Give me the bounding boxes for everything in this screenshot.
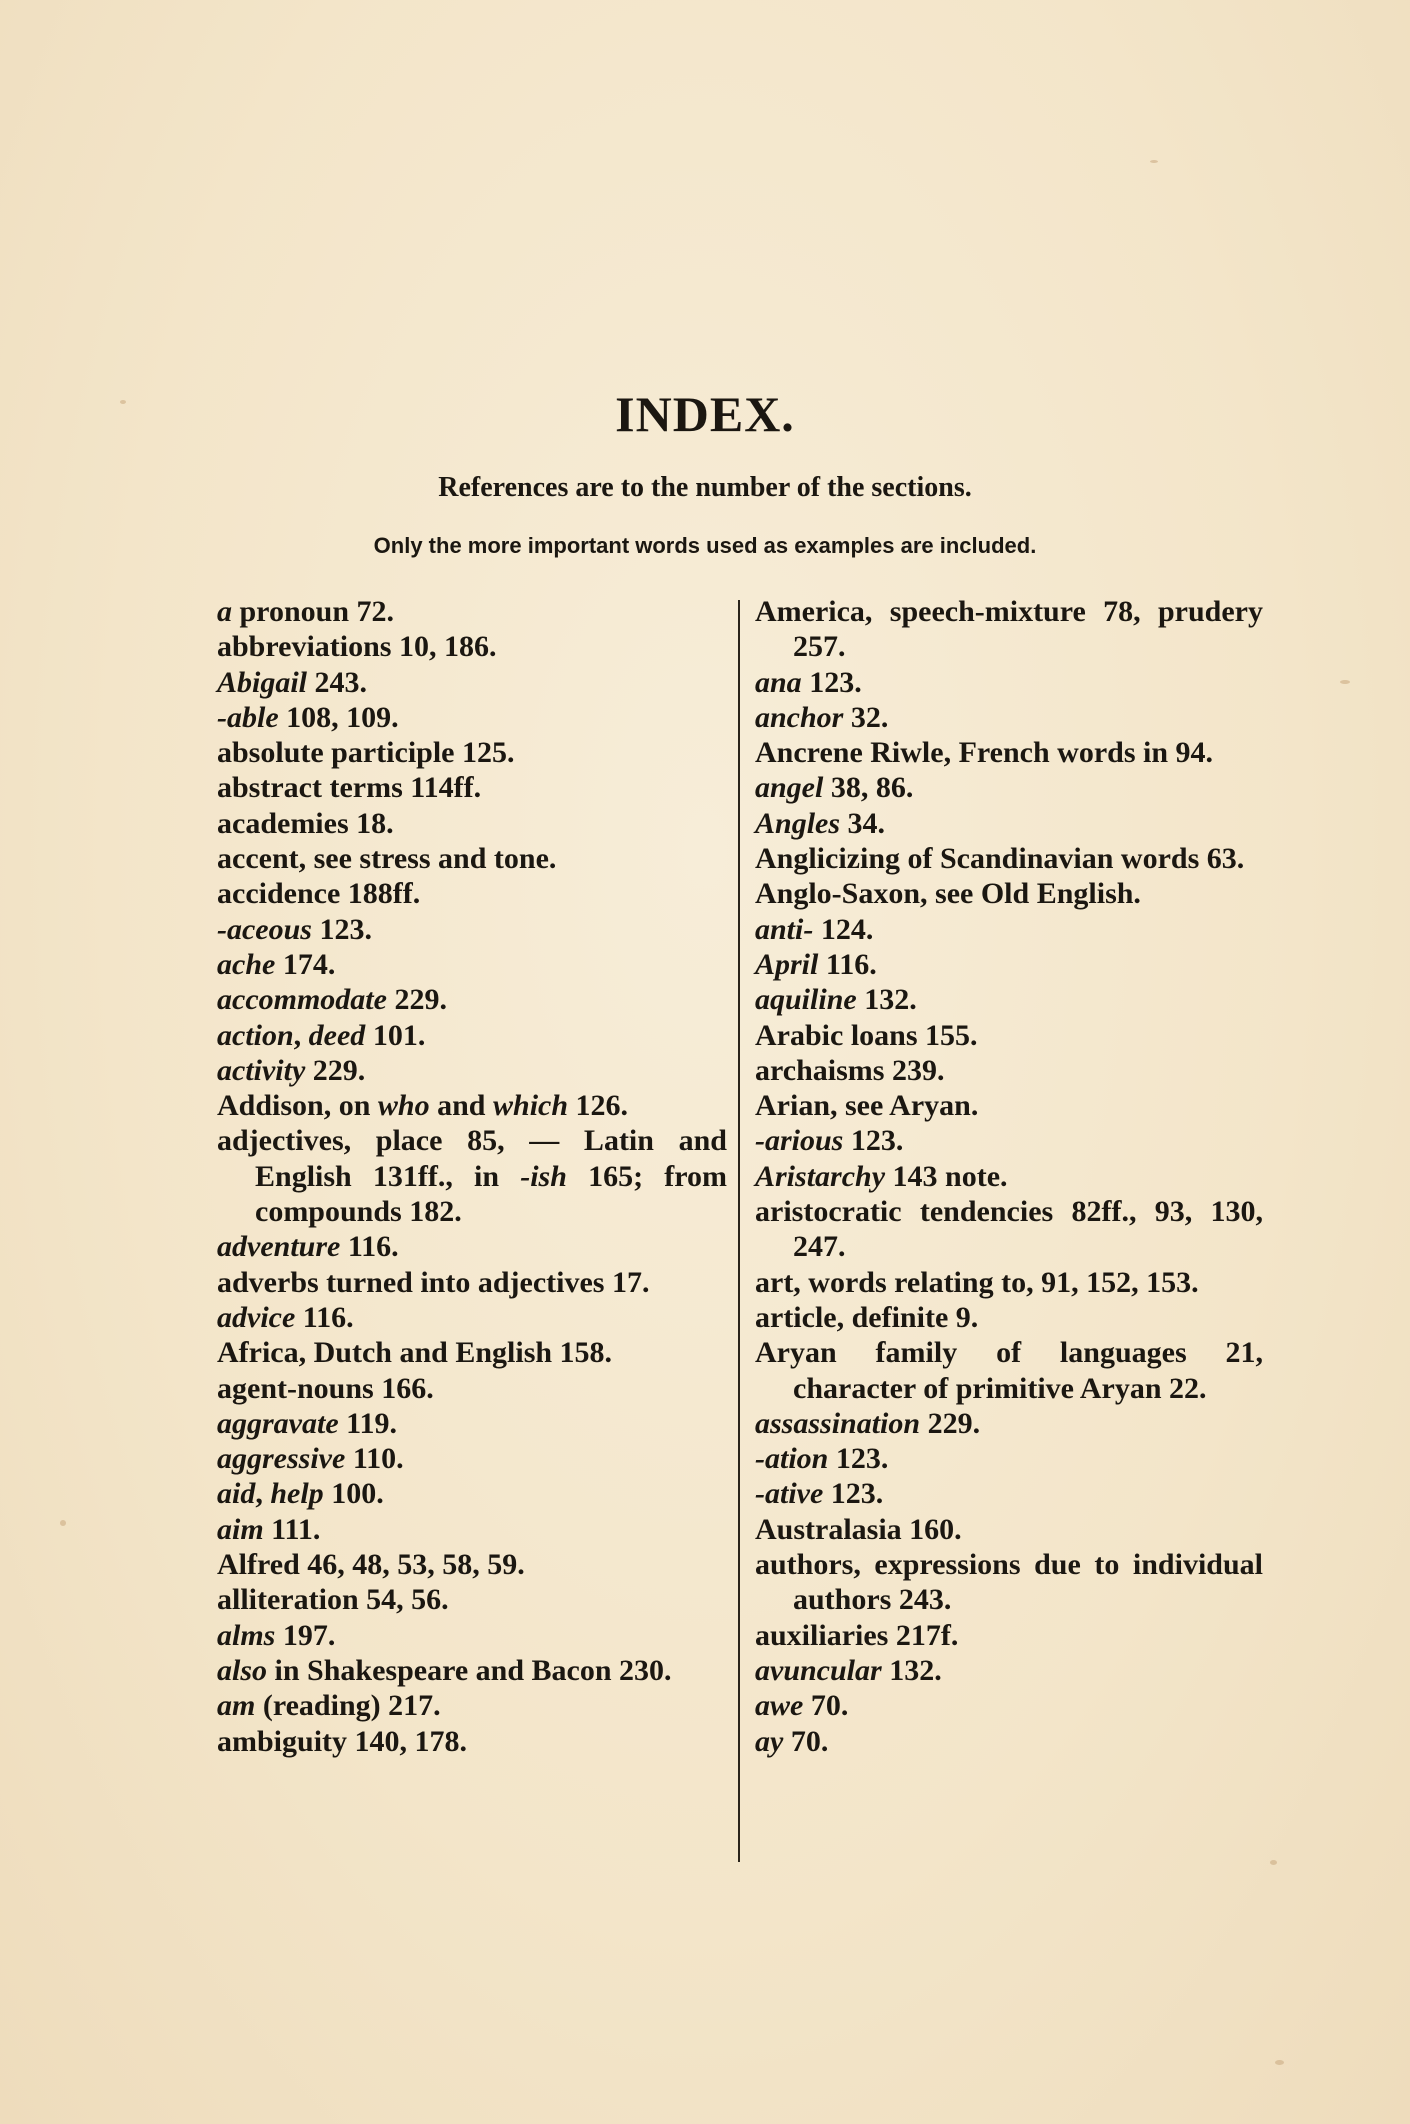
index-text: in Shakespeare and Bacon 230.: [267, 1653, 672, 1687]
index-entry: [217, 1406, 727, 1441]
index-entry: [217, 1053, 727, 1088]
paper-fleck: [1270, 1860, 1277, 1865]
index-entry: [755, 770, 1263, 805]
index-entry: [755, 665, 1263, 700]
index-headword: awe: [755, 1689, 804, 1723]
index-headword: auxiliaries 217f.: [755, 1618, 959, 1652]
index-text: 70.: [783, 1724, 829, 1758]
index-text: 165; from compounds 182.: [255, 1159, 727, 1229]
index-headword: angel: [755, 771, 824, 805]
page-subtitle: References are to the number of the sections.: [438, 472, 972, 503]
index-text: 101.: [365, 1018, 426, 1052]
index-text: which: [493, 1089, 569, 1123]
index-headword: Alfred 46, 48, 53, 58, 59.: [217, 1548, 525, 1582]
index-headword: am: [217, 1689, 256, 1723]
index-headword: absolute participle 125.: [217, 736, 515, 770]
index-headword: Arian, see Aryan.: [755, 1089, 979, 1123]
index-headword: assassination: [755, 1406, 921, 1440]
index-headword: ambiguity 140, 178.: [217, 1724, 468, 1758]
index-text: who: [377, 1089, 430, 1123]
index-headword: Africa, Dutch and English 158.: [217, 1336, 613, 1370]
index-entry: [755, 1653, 1263, 1688]
index-entry: [755, 1159, 1263, 1194]
index-text: 123.: [801, 665, 862, 699]
index-headword: aggravate: [217, 1406, 339, 1440]
index-entry: [217, 1476, 727, 1511]
index-headword: -able: [217, 700, 279, 734]
index-entry: [217, 1653, 727, 1688]
index-text: 123.: [823, 1477, 884, 1511]
page-note: Only the more important words used as examples are included.: [373, 533, 1037, 558]
paper-fleck: [1150, 160, 1158, 163]
index-entry: [217, 806, 727, 841]
index-entry: [217, 841, 727, 876]
index-text: 116.: [818, 947, 877, 981]
index-headword: adventure: [217, 1230, 341, 1264]
index-text: 38, 86.: [823, 771, 914, 805]
index-headword: -aceous: [217, 912, 312, 946]
index-text: 110.: [345, 1442, 404, 1476]
index-headword: accidence 188ff.: [217, 877, 421, 911]
index-column-right: [755, 594, 1263, 1759]
index-entry: [217, 1547, 727, 1582]
index-text: 243.: [307, 665, 368, 699]
index-entry: [755, 1123, 1263, 1158]
index-text: 108, 109.: [278, 700, 399, 734]
paper-fleck: [1340, 680, 1350, 684]
index-entry: [217, 1618, 727, 1653]
index-entry: [755, 1194, 1263, 1265]
index-entry: [755, 912, 1263, 947]
index-headword: action: [217, 1018, 294, 1052]
index-entry: [755, 982, 1263, 1017]
index-entry: [217, 982, 727, 1017]
index-entry: [755, 1688, 1263, 1723]
index-entry: [217, 594, 727, 629]
index-entry: [217, 876, 727, 911]
index-entry: [755, 806, 1263, 841]
index-entry: [755, 841, 1263, 876]
index-text: 143 note.: [885, 1159, 1008, 1193]
index-entry: [217, 770, 727, 805]
index-headword: Addison, on: [217, 1089, 378, 1123]
index-headword: -ative: [755, 1477, 824, 1511]
index-text: deed: [308, 1018, 366, 1052]
index-entry: [755, 1265, 1263, 1300]
index-headword: article, definite 9.: [755, 1300, 979, 1334]
index-text: 123.: [311, 912, 372, 946]
index-text: 197.: [275, 1618, 336, 1652]
index-entry: [217, 1335, 727, 1370]
index-headword: abbreviations 10, 186.: [217, 630, 497, 664]
index-headword: adverbs turned into adjectives 17.: [217, 1265, 650, 1299]
index-text: 119.: [338, 1406, 397, 1440]
index-entry: [217, 1688, 727, 1723]
index-entry: [755, 735, 1263, 770]
index-text: (reading) 217.: [255, 1689, 441, 1723]
index-entry: [217, 1088, 727, 1123]
index-headword: -ation: [755, 1442, 829, 1476]
index-headword: Abigail: [217, 665, 308, 699]
index-headword: Anglicizing of Scandinavian words 63.: [755, 842, 1245, 876]
index-headword: Arabic loans 155.: [755, 1018, 978, 1052]
index-headword: Angles: [755, 806, 841, 840]
index-entry: [217, 735, 727, 770]
index-entry: [755, 1512, 1263, 1547]
index-headword: Australasia 160.: [755, 1512, 962, 1546]
index-entry: [755, 1724, 1263, 1759]
index-text: 116.: [295, 1300, 354, 1334]
index-headword: Aristarchy: [755, 1159, 886, 1193]
index-text: 100.: [323, 1477, 384, 1511]
index-entry: [755, 1618, 1263, 1653]
index-entry: [755, 1476, 1263, 1511]
index-text: 229.: [305, 1053, 366, 1087]
index-entry: [217, 1123, 727, 1229]
index-entry: [217, 1018, 727, 1053]
index-entry: [755, 1053, 1263, 1088]
index-entry: [217, 665, 727, 700]
index-entry: [217, 1229, 727, 1264]
index-headword: authors, expressions due to individual authors 243.: [755, 1548, 1263, 1617]
index-headword: anti-: [755, 912, 814, 946]
index-headword: aim: [217, 1512, 264, 1546]
index-entry: [755, 594, 1263, 665]
index-entry: [755, 1547, 1263, 1618]
index-entry: [755, 1018, 1263, 1053]
index-text: ,: [255, 1477, 271, 1511]
index-entry: [217, 1512, 727, 1547]
index-entry: [755, 876, 1263, 911]
index-headword: art, words relating to, 91, 152, 153.: [755, 1265, 1199, 1299]
index-entry: [755, 1441, 1263, 1476]
index-text: and: [429, 1089, 493, 1123]
index-text: 123.: [843, 1124, 904, 1158]
index-headword: Aryan family of languages 21, character of primitive Aryan 22.: [755, 1336, 1263, 1405]
index-entry: [755, 947, 1263, 982]
index-headword: alliteration 54, 56.: [217, 1583, 449, 1617]
index-text: pronoun 72.: [232, 595, 395, 628]
index-text: 123.: [828, 1442, 889, 1476]
index-headword: abstract terms 114ff.: [217, 771, 482, 805]
index-text: 174.: [275, 947, 336, 981]
index-text: 126.: [568, 1089, 629, 1123]
index-entry: [217, 1582, 727, 1617]
index-headword: advice: [217, 1300, 296, 1334]
paper-fleck: [60, 1520, 66, 1526]
index-text: 132.: [856, 983, 917, 1017]
index-headword: Anglo-Saxon, see Old English.: [755, 877, 1141, 911]
index-text: 229.: [920, 1406, 981, 1440]
index-text: help: [270, 1477, 324, 1511]
index-entry: [217, 700, 727, 735]
index-headword: aristocratic tendencies 82ff., 93, 130, 247.: [755, 1195, 1263, 1264]
index-text: 124.: [813, 912, 874, 946]
index-headword: a: [217, 595, 232, 628]
column-divider: [738, 600, 740, 1862]
index-headword: accent, see stress and tone.: [217, 842, 557, 876]
index-headword: activity: [217, 1053, 306, 1087]
index-entry: [217, 1724, 727, 1759]
index-text: 229.: [386, 983, 447, 1017]
index-text: 70.: [803, 1689, 849, 1723]
paper-fleck: [1275, 2060, 1284, 2065]
index-headword: anchor: [755, 700, 844, 734]
index-headword: -arious: [755, 1124, 844, 1158]
index-headword: archaisms 239.: [755, 1053, 945, 1087]
index-headword: aggressive: [217, 1442, 346, 1476]
page-title: INDEX.: [615, 386, 795, 442]
index-entry: [217, 1371, 727, 1406]
index-headword: ay: [755, 1724, 784, 1758]
index-text: 111.: [263, 1512, 321, 1546]
index-headword: aquiline: [755, 983, 857, 1017]
index-headword: America, speech-mixture 78, prudery 257.: [755, 595, 1263, 664]
index-headword: avuncular: [755, 1653, 882, 1687]
index-entry: [217, 947, 727, 982]
index-entry: [217, 1441, 727, 1476]
index-headword: academies 18.: [217, 806, 394, 840]
index-headword: agent-nouns 166.: [217, 1371, 434, 1405]
index-text: 132.: [881, 1653, 942, 1687]
index-entry: [217, 912, 727, 947]
index-headword: adjectives, place 85, — Latin and English 131ff., in: [217, 1124, 727, 1193]
index-headword: also: [217, 1653, 268, 1687]
index-entry: [217, 629, 727, 664]
paper-fleck: [120, 400, 126, 404]
index-headword: aid: [217, 1477, 256, 1511]
index-entry: [755, 1300, 1263, 1335]
index-headword: accommodate: [217, 983, 387, 1017]
index-column-left: [217, 594, 727, 1759]
index-entry: [755, 1406, 1263, 1441]
index-headword: alms: [217, 1618, 276, 1652]
index-headword: ache: [217, 947, 276, 981]
index-entry: [217, 1300, 727, 1335]
index-headword: Ancrene Riwle, French words in 94.: [755, 736, 1214, 770]
index-headword: ana: [755, 665, 802, 699]
index-headword: April: [755, 947, 819, 981]
index-entry: [755, 700, 1263, 735]
index-entry: [217, 1265, 727, 1300]
index-entry: [755, 1088, 1263, 1123]
index-text: 32.: [843, 700, 889, 734]
index-text: -ish: [520, 1159, 567, 1193]
index-text: 116.: [340, 1230, 399, 1264]
index-text: ,: [293, 1018, 309, 1052]
index-text: 34.: [840, 806, 886, 840]
index-entry: [755, 1335, 1263, 1406]
